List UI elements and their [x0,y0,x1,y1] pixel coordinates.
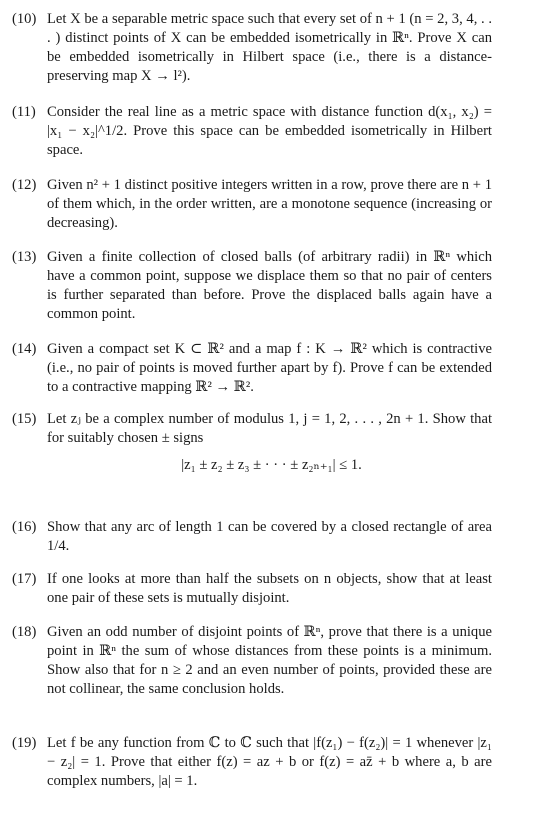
problem-text: Show that any arc of length 1 can be covered by a closed rectangle of area 1/4. [47,519,492,554]
problem-11 [12,103,492,160]
problem-15 [12,410,492,448]
problem-number: (16) [12,519,37,535]
problem-number: (14) [12,341,37,357]
problem-text: Given n² + 1 distinct positive integers written in a row, prove there are n + 1 of them which, in the order written, are a monotone sequence (increasing or decreasing). [47,177,492,231]
problem-number: (10) [12,11,37,27]
problem-13 [12,248,492,324]
problem-number: (19) [12,735,37,751]
problem-text: Given a finite collection of closed balls (of arbitrary radii) in ℝⁿ which have a common point, suppose we displace them so that no pair of centers is further separated than before. Prove the displaced balls again have a common point. [47,249,492,322]
problem-17 [12,570,492,608]
problem-number: (15) [12,411,37,427]
problem-10 [12,10,492,86]
problem-number: (17) [12,571,37,587]
problem-18 [12,623,492,699]
problem-text: If one looks at more than half the subsets on n objects, show that at least one pair of these sets is mutually disjoint. [47,571,492,606]
problem-14 [12,340,492,397]
problem-16 [12,518,492,556]
problem-text: Given a compact set K ⊂ ℝ² and a map f : K → ℝ² which is contractive (i.e., no pair of points is moved further apart by f). Prove f can be extended to a contractive mapping ℝ² → ℝ². [47,341,492,395]
problem-number: (12) [12,177,37,193]
problem-text: Let f be any function from ℂ to ℂ such that |f(z₁) − f(z₂)| = 1 whenever |z₁ − z₂| = 1. Prove that either f(z) = az + b or f(z) = az̄ + b where a, b are complex numbers, |a| = 1. [47,735,492,789]
problem-number: (11) [12,104,36,120]
problem-19 [12,734,492,791]
problem-number: (18) [12,624,37,640]
display-equation: |z₁ ± z₂ ± z₃ ± · · · ± z₂ₙ₊₁| ≤ 1. [181,457,362,473]
problem-text: Consider the real line as a metric space with distance function d(x₁, x₂) = |x₁ − x₂|^1/2. Prove this space can be embedded isometrically in Hilbert space. [47,104,492,158]
problem-text: Given an odd number of disjoint points of ℝⁿ, prove that there is a unique point in ℝⁿ the sum of whose distances from these points is a minimum. Show also that for n ≥ 2 and an even number of points, provided these are not collinear, the same conclusion holds. [47,624,492,697]
problem-text: Let X be a separable metric space such that every set of n + 1 (n = 2, 3, 4, . . . ) distinct points of X can be embedded isometrically in ℝⁿ. Prove X can be embedded isometrically in Hilbert space (i.e., there is a distance-preserving map X → l²). [47,11,492,84]
problem-number: (13) [12,249,37,265]
problem-text: Let zⱼ be a complex number of modulus 1, j = 1, 2, . . . , 2n + 1. Show that for suitably chosen ± signs [47,411,492,446]
problem-12 [12,176,492,233]
